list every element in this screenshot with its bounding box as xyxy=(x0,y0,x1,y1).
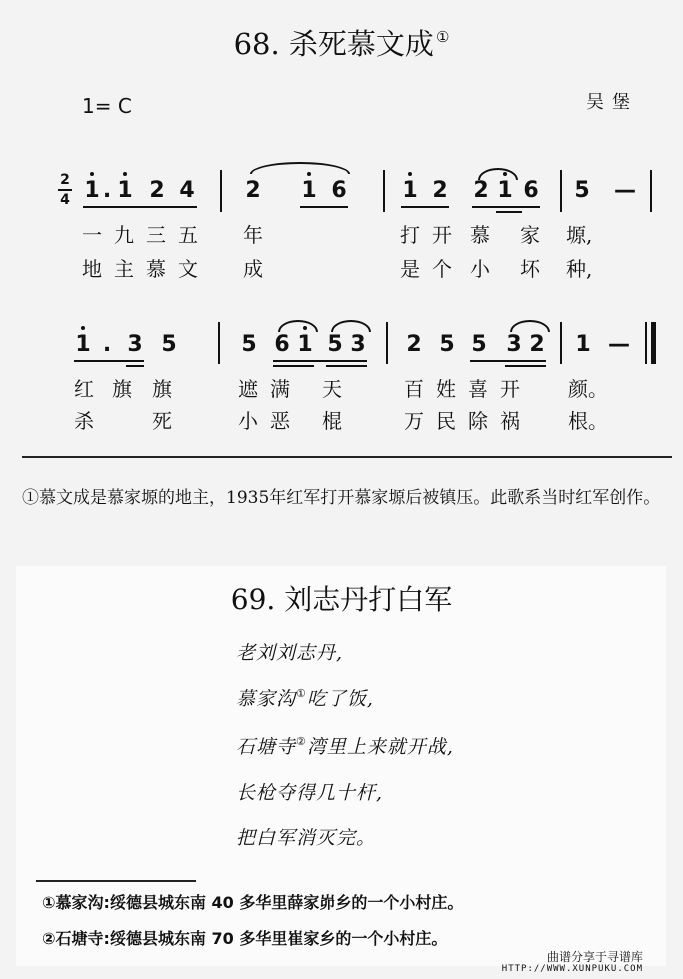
lyric-char: 遮 xyxy=(238,377,258,401)
bar-line xyxy=(386,322,388,364)
lyric-char: 小 xyxy=(470,257,490,281)
verse-text: 慕家沟 xyxy=(236,688,297,710)
lyric-char: 祸 xyxy=(500,409,520,433)
verse-line xyxy=(236,638,343,665)
footnote-divider xyxy=(22,456,672,458)
lyric-char: 慕 xyxy=(146,257,166,281)
lyric-char: 旗 xyxy=(112,377,132,401)
lyric-char: 开 xyxy=(432,223,452,247)
time-signature-top: 2 xyxy=(60,172,70,188)
lyric-char: 地 xyxy=(82,257,102,281)
note: 2 xyxy=(245,178,261,203)
lyric-char: 是 xyxy=(400,257,420,281)
bar-line xyxy=(650,170,652,212)
lyric-char: 坏 xyxy=(520,257,540,281)
note: 2 xyxy=(406,332,422,357)
note: 5 xyxy=(161,332,177,357)
note-dash: — xyxy=(608,332,630,357)
final-bar-line-thin xyxy=(645,322,647,364)
lyric-char: 种, xyxy=(566,257,593,281)
lyric-char: 满 xyxy=(270,377,290,401)
note: 5 xyxy=(439,332,455,357)
note: 1 xyxy=(497,178,513,203)
verse-footnote-mark: ① xyxy=(296,687,307,700)
lyric-char: 开 xyxy=(500,377,520,401)
time-signature-bottom: 4 xyxy=(60,192,70,208)
verse-text: 湾里上来就开战, xyxy=(306,736,454,758)
song-69-footnote: ①慕家沟:绥德县城东南 40 多华里薛家峁乡的一个小村庄。 xyxy=(42,893,464,912)
lyric-char: 棍 xyxy=(322,409,342,433)
verse-line xyxy=(236,732,454,759)
note: 4 xyxy=(179,178,195,203)
slur xyxy=(250,162,350,174)
lyric-char: 家 xyxy=(520,223,540,247)
slur xyxy=(331,320,371,332)
note-dot: . xyxy=(102,332,112,357)
verse-text: 长枪夺得几十杆, xyxy=(236,782,384,804)
verse-line xyxy=(236,684,374,711)
bar-line xyxy=(218,322,220,364)
lyric-char: 塬, xyxy=(566,223,593,247)
lyric-char: 天 xyxy=(322,377,342,401)
lyric-char: 九 xyxy=(114,223,134,247)
verse-footnote-mark: ② xyxy=(296,735,307,748)
note: 3 xyxy=(127,332,143,357)
note: 1 xyxy=(84,178,100,203)
note: 3 xyxy=(350,332,366,357)
slur xyxy=(278,320,318,332)
verse-text: 吃了饭, xyxy=(306,688,374,710)
bar-line xyxy=(560,322,562,364)
note: 1 xyxy=(75,332,91,357)
note: 1 xyxy=(301,178,317,203)
verse-text: 把白军消灭完。 xyxy=(236,827,377,849)
lyric-char: 五 xyxy=(178,223,198,247)
key-signature: 1= C xyxy=(82,94,132,118)
lyric-char: 小 xyxy=(238,409,258,433)
note: 1 xyxy=(297,332,313,357)
note: 5 xyxy=(574,178,590,203)
slur xyxy=(478,168,518,180)
song-68-title xyxy=(0,22,683,63)
lyric-char: 万 xyxy=(404,409,424,433)
author-region: 吴堡 xyxy=(586,92,638,113)
note: 3 xyxy=(506,332,522,357)
lyric-char: 恶 xyxy=(270,409,290,433)
note: 1 xyxy=(575,332,591,357)
lyric-char: 喜 xyxy=(468,377,488,401)
note: 2 xyxy=(149,178,165,203)
verse-text: 石塘寺 xyxy=(236,736,297,758)
lyric-char: 根。 xyxy=(568,409,608,433)
note: 5 xyxy=(327,332,343,357)
note: 2 xyxy=(473,178,489,203)
watermark-text: 曲谱分享于寻谱库 xyxy=(546,950,643,964)
note: 2 xyxy=(432,178,448,203)
lyric-char: 个 xyxy=(432,257,452,281)
bar-line xyxy=(560,170,562,212)
verse-text: 老刘刘志丹, xyxy=(236,642,344,664)
lyric-char: 主 xyxy=(114,257,134,281)
lyric-char: 百 xyxy=(404,377,424,401)
note: 6 xyxy=(331,178,347,203)
lyric-char: 文 xyxy=(178,257,198,281)
note: 1 xyxy=(402,178,418,203)
song-68-title-footnote-mark: ① xyxy=(435,28,450,46)
lyric-char: 颜。 xyxy=(568,377,608,401)
lyric-char: 死 xyxy=(152,409,172,433)
note: 2 xyxy=(529,332,545,357)
lyric-char: 年 xyxy=(243,223,263,247)
bar-line xyxy=(383,170,385,212)
song-68-title-text: 68. 杀死慕文成 xyxy=(233,27,434,61)
lyric-char: 杀 xyxy=(74,409,94,433)
note: 6 xyxy=(523,178,539,203)
lyric-char: 三 xyxy=(146,223,166,247)
lyric-char: 慕 xyxy=(470,223,490,247)
footnote-divider xyxy=(36,880,196,882)
lyric-char: 打 xyxy=(400,223,420,247)
note: 5 xyxy=(241,332,257,357)
song-69-footnote: ②石塘寺:绥德县城东南 70 多华里崔家乡的一个小村庄。 xyxy=(42,929,448,948)
note: 6 xyxy=(274,332,290,357)
lyric-char: 红 xyxy=(74,377,94,401)
verse-line xyxy=(236,778,383,805)
note: 5 xyxy=(471,332,487,357)
time-signature xyxy=(58,173,72,207)
final-bar-line-thick xyxy=(651,322,656,364)
verse-line xyxy=(236,823,376,850)
lyric-char: 姓 xyxy=(436,377,456,401)
lyric-char: 民 xyxy=(436,409,456,433)
bar-line xyxy=(220,170,222,212)
song-69-title: 69. 刘志丹打白军 xyxy=(230,583,453,616)
song-68-footnote: ①慕文成是慕家塬的地主，1935年红军打开慕家塬后被镇压。此歌系当时红军创作。 xyxy=(22,488,661,508)
watermark-url: HTTP://WWW.XUNPUKU.COM xyxy=(501,964,643,974)
lyric-char: 成 xyxy=(243,257,263,281)
note: 1 xyxy=(117,178,133,203)
lyric-char: 除 xyxy=(468,409,488,433)
lyric-char: 一 xyxy=(82,223,102,247)
note-dot: . xyxy=(102,178,112,203)
lyric-char: 旗 xyxy=(152,377,172,401)
slur xyxy=(510,320,550,332)
note-dash: — xyxy=(614,178,636,203)
